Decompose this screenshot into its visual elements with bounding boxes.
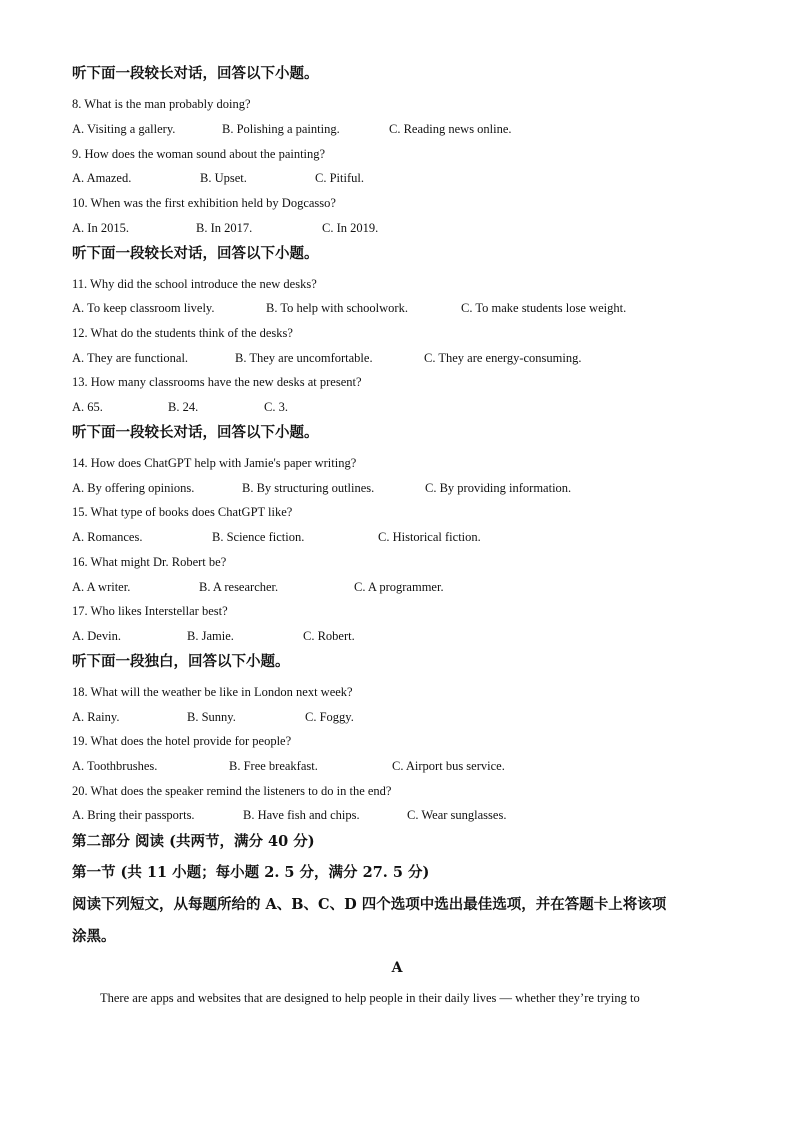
question-stem: 20. What does the speaker remind the listeners to do in the end?: [72, 784, 392, 798]
option-c: C. A programmer.: [354, 580, 444, 594]
option-c: C. Robert.: [303, 629, 355, 643]
question-stem: 18. What will the weather be like in London next week?: [72, 685, 353, 699]
option-c: C. Wear sunglasses.: [407, 808, 507, 822]
option-a: A. To keep classroom lively.: [72, 301, 215, 315]
option-b: B. A researcher.: [199, 580, 279, 594]
question-stem: 11. Why did the school introduce the new desks?: [72, 277, 317, 291]
section-heading: 听下面一段较长对话，回答以下小题。: [72, 65, 319, 82]
option-a: A. Bring their passports.: [72, 808, 195, 822]
instruction-line: 阅读下列短文，从每题所给的 A、B、C、D 四个选项中选出最佳选项，并在答题卡上将该项: [72, 896, 667, 913]
option-a: A. Rainy.: [72, 710, 120, 724]
option-a: A. Visiting a gallery.: [72, 122, 176, 136]
passage-text: There are apps and websites that are designed to help people in their daily lives — whether they’re trying to: [100, 991, 640, 1005]
option-c: C. By providing information.: [425, 481, 572, 495]
option-b: B. Free breakfast.: [229, 759, 318, 773]
question-stem: 16. What might Dr. Robert be?: [72, 555, 227, 569]
question-stem: 8. What is the man probably doing?: [72, 97, 251, 111]
option-b: B. By structuring outlines.: [242, 481, 375, 495]
option-b: B. To help with schoolwork.: [266, 301, 408, 315]
option-a: A. Toothbrushes.: [72, 759, 158, 773]
section-heading: 听下面一段较长对话，回答以下小题。: [72, 424, 319, 441]
option-b: B. 24.: [168, 400, 199, 414]
option-c: C. Historical fiction.: [378, 530, 481, 544]
option-a: A. In 2015.: [72, 221, 129, 235]
option-c: C. Foggy.: [305, 710, 354, 724]
option-a: A. Devin.: [72, 629, 121, 643]
passage-label: A: [391, 960, 403, 976]
option-b: B. Polishing a painting.: [222, 122, 340, 136]
question-stem: 12. What do the students think of the desks?: [72, 326, 293, 340]
option-c: C. They are energy-consuming.: [424, 351, 582, 365]
question-stem: 14. How does ChatGPT help with Jamie's paper writing?: [72, 456, 357, 470]
instruction-line: 涂黑。: [72, 928, 116, 945]
option-b: B. In 2017.: [196, 221, 253, 235]
option-b: B. Science fiction.: [212, 530, 305, 544]
option-c: C. Airport bus service.: [392, 759, 505, 773]
option-a: A. They are functional.: [72, 351, 189, 365]
question-stem: 9. How does the woman sound about the painting?: [72, 147, 326, 161]
question-stem: 17. Who likes Interstellar best?: [72, 604, 228, 618]
option-a: A. Romances.: [72, 530, 143, 544]
section-heading: 听下面一段独白，回答以下小题。: [72, 653, 290, 670]
option-b: B. Jamie.: [187, 629, 234, 643]
question-stem: 10. When was the first exhibition held by Dogcasso?: [72, 196, 336, 210]
option-b: B. They are uncomfortable.: [235, 351, 373, 365]
part-subtitle: 第一节 (共 11 小题；每小题 2. 5 分，满分 27. 5 分): [72, 864, 430, 881]
part-title: 第二部分 阅读 (共两节，满分 40 分): [72, 833, 315, 850]
option-c: C. In 2019.: [322, 221, 379, 235]
option-b: B. Have fish and chips.: [243, 808, 360, 822]
option-b: B. Sunny.: [187, 710, 236, 724]
option-a: A. 65.: [72, 400, 103, 414]
question-stem: 19. What does the hotel provide for people?: [72, 734, 292, 748]
option-c: C. Pitiful.: [315, 171, 364, 185]
option-a: A. By offering opinions.: [72, 481, 195, 495]
option-a: A. A writer.: [72, 580, 131, 594]
question-stem: 13. How many classrooms have the new desks at present?: [72, 375, 362, 389]
option-c: C. Reading news online.: [389, 122, 512, 136]
option-b: B. Upset.: [200, 171, 247, 185]
option-a: A. Amazed.: [72, 171, 132, 185]
option-c: C. 3.: [264, 400, 288, 414]
section-heading: 听下面一段较长对话，回答以下小题。: [72, 245, 319, 262]
option-c: C. To make students lose weight.: [461, 301, 627, 315]
question-stem: 15. What type of books does ChatGPT like?: [72, 505, 293, 519]
